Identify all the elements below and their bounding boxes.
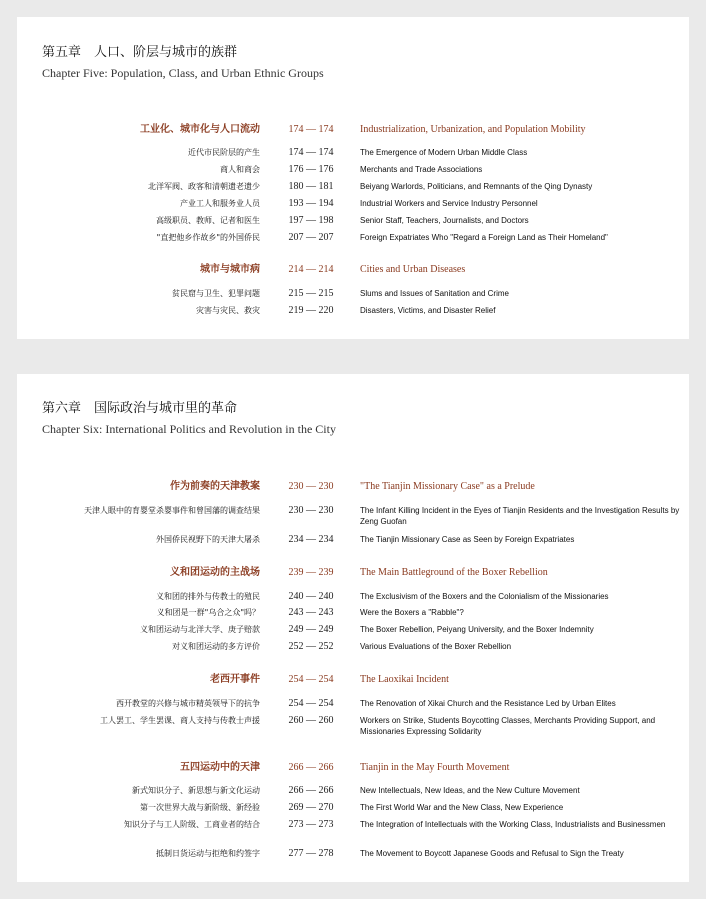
entry-title-en: The Infant Killing Incident in the Eyes of Tianjin Residents and the Investigation Results by Zeng Guofan (360, 506, 680, 526)
entry-title-en: The First World War and the New Class, New Experience (360, 803, 564, 812)
entry-title-en: Foreign Expatriates Who "Regard a Foreign Land as Their Homeland" (360, 233, 608, 242)
chapter-title-en: Chapter Six: International Politics and Revolution in the City (42, 422, 336, 436)
page-range: 215 — 215 (288, 288, 334, 299)
entry-title-en: The Integration of Intellectuals with the Working Class, Industrialists and Businessmen (360, 820, 666, 829)
section-title-zh: 作为前奏的天津教案 (170, 481, 260, 492)
page-range: 243 — 243 (288, 607, 334, 618)
section-title-zh: 老西开事件 (210, 674, 260, 685)
page-range: 266 — 266 (288, 762, 334, 773)
entry-title-en: Disasters, Victims, and Disaster Relief (360, 306, 496, 315)
entry-title-en: Industrial Workers and Service Industry Personnel (360, 199, 538, 208)
entry-title-en: The Renovation of Xikai Church and the Resistance Led by Urban Elites (360, 699, 616, 708)
page-range: 277 — 278 (288, 848, 334, 859)
entry-title-zh: 近代市民阶层的产生 (188, 148, 260, 157)
entry-title-zh: 义和团的排外与传教士的殖民 (156, 592, 260, 601)
entry-title-zh: 北洋军阀、政客和清朝遗老遗少 (148, 182, 260, 191)
entry-title-zh: 对义和团运动的多方评价 (172, 642, 260, 651)
entry-title-en: Merchants and Trade Associations (360, 165, 483, 174)
entry-title-zh: 灾害与灾民、救灾 (196, 306, 260, 315)
section-title-en: Industrialization, Urbanization, and Population Mobility (360, 124, 586, 135)
page-range: 254 — 254 (288, 674, 334, 685)
chapter-title-en: Chapter Five: Population, Class, and Urban Ethnic Groups (42, 66, 324, 80)
entry-title-zh: "直把他乡作故乡"的外国侨民 (156, 233, 260, 242)
entry-title-en: Various Evaluations of the Boxer Rebellion (360, 642, 512, 651)
entry-title-zh: 西开教堂的兴修与城市精英领导下的抗争 (116, 699, 260, 708)
page-range: 249 — 249 (288, 624, 334, 635)
section-title-en: Cities and Urban Diseases (360, 264, 466, 275)
entry-title-en: The Movement to Boycott Japanese Goods and Refusal to Sign the Treaty (360, 849, 624, 858)
entry-title-en: The Exclusivism of the Boxers and the Colonialism of the Missionaries (360, 592, 609, 601)
page-range: 240 — 240 (288, 591, 334, 602)
page-range: 174 — 174 (288, 147, 334, 158)
entry-title-en: Slums and Issues of Sanitation and Crime (360, 289, 509, 298)
section-title-zh: 五四运动中的天津 (180, 762, 260, 773)
entry-title-zh: 贫民窟与卫生、犯罪问题 (172, 289, 260, 298)
section-title-zh: 义和团运动的主战场 (170, 567, 260, 578)
page-range: 176 — 176 (288, 164, 334, 175)
page-range: 252 — 252 (288, 641, 334, 652)
chapter-six-card (17, 374, 689, 882)
entry-title-zh: 外国侨民视野下的天津大屠杀 (156, 535, 260, 544)
entry-title-zh: 抵制日货运动与拒绝和约签字 (156, 849, 260, 858)
entry-title-zh: 天津人眼中的育婴堂杀婴事件和曾国藩的调查结果 (84, 506, 260, 515)
entry-title-en: The Tianjin Missionary Case as Seen by Foreign Expatriates (360, 535, 575, 544)
page-range: 260 — 260 (288, 715, 334, 726)
entry-title-zh: 产业工人和服务业人员 (180, 199, 260, 208)
page-range: 214 — 214 (288, 264, 334, 275)
entry-title-en: The Boxer Rebellion, Peiyang University, and the Boxer Indemnity (360, 625, 594, 634)
section-title-en: Tianjin in the May Fourth Movement (360, 762, 510, 773)
page-range: 180 — 181 (288, 181, 334, 192)
page-range: 193 — 194 (288, 198, 334, 209)
entry-title-zh: 新式知识分子、新思想与新文化运动 (132, 786, 260, 795)
page-range: 234 — 234 (288, 534, 334, 545)
chapter-title-zh: 第五章 人口、阶层与城市的族群 (42, 45, 238, 60)
section-title-en: "The Tianjin Missionary Case" as a Prelude (360, 481, 535, 492)
entry-title-zh: 义和团运动与北洋大学、庚子赔款 (140, 625, 260, 634)
entry-title-en: New Intellectuals, New Ideas, and the New Culture Movement (360, 786, 580, 795)
page-range: 254 — 254 (288, 698, 334, 709)
entry-title-zh: 第一次世界大战与新阶级、新经验 (140, 803, 260, 812)
section-title-en: The Laoxikai Incident (360, 674, 449, 685)
chapter-five-card (17, 17, 689, 339)
page-range: 269 — 270 (288, 802, 334, 813)
page-range: 266 — 266 (288, 785, 334, 796)
entry-title-en: Beiyang Warlords, Politicians, and Remnants of the Qing Dynasty (360, 182, 593, 191)
page-range: 174 — 174 (288, 124, 334, 135)
entry-title-en: Were the Boxers a "Rabble"? (360, 608, 464, 617)
entry-title-en: Senior Staff, Teachers, Journalists, and Doctors (360, 216, 529, 225)
entry-title-zh: 义和团是一群"乌合之众"吗？ (156, 608, 260, 617)
page-range: 197 — 198 (288, 215, 334, 226)
page-range: 230 — 230 (288, 481, 334, 492)
entry-title-en: Workers on Strike, Students Boycotting Classes, Merchants Providing Support, and Missionaries Expressing Solidarity (360, 716, 656, 736)
entry-title-en: The Emergence of Modern Urban Middle Class (360, 148, 528, 157)
page-range: 230 — 230 (288, 505, 334, 516)
section-title-en: The Main Battleground of the Boxer Rebellion (360, 567, 548, 578)
page-range: 273 — 273 (288, 819, 334, 830)
section-title-zh: 城市与城市病 (200, 264, 260, 275)
chapter-title-zh: 第六章 国际政治与城市里的革命 (42, 401, 238, 416)
page-range: 239 — 239 (288, 567, 334, 578)
page-range: 219 — 220 (288, 305, 334, 316)
entry-title-zh: 商人和商会 (220, 165, 260, 174)
entry-title-zh: 工人罢工、学生罢课、商人支持与传教士声援 (100, 716, 260, 725)
section-title-zh: 工业化、城市化与人口流动 (140, 124, 260, 135)
entry-title-zh: 知识分子与工人阶级、工商业者的结合 (124, 820, 260, 829)
entry-title-zh: 高级职员、教师、记者和医生 (156, 216, 260, 225)
page-range: 207 — 207 (288, 232, 334, 243)
